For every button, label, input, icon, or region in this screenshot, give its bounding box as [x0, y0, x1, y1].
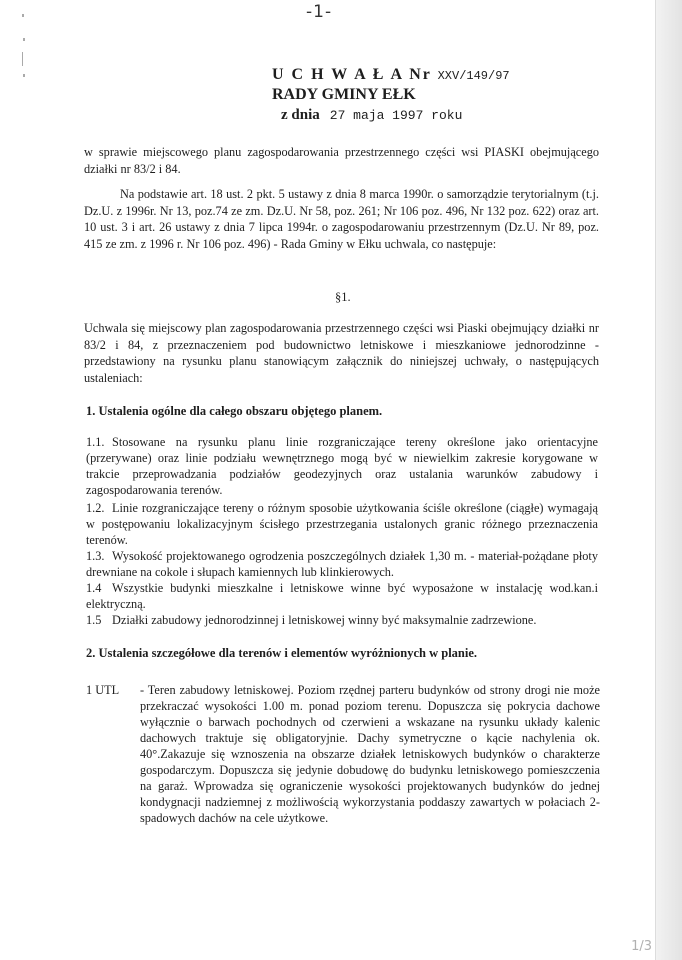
general-item — [86, 500, 598, 548]
general-item — [86, 612, 598, 628]
heading-general: 1. Ustalenia ogólne dla całego obszaru objętego planem. — [86, 404, 383, 418]
resolution-title — [272, 66, 510, 84]
section-1-text: Uchwala się miejscowy plan zagospodarowania przestrzennego części wsi Piaski obejmujący działki nr 83/2 i 84, z przeznaczeniem pod budownictwo letniskowe i mieszkaniowe jednorodzinne - przedstawiony na rysunku planu stanowiącym załącznik do niniejszej uchwały, o następujących ustaleniach: — [84, 321, 599, 385]
item-text: Stosowane na rysunku planu linie rozgraniczające tereny określone jako orientacyjne (przerywane) oraz linie podziału wewnętrznego mogą być w niewielkim zakresie korygowane w trakcie przeprowadzania podziałów geodezyjnych oraz ustalania warunków zabudowy i zagospodarowania terenów. — [86, 435, 598, 497]
section-1-label: §1. — [335, 290, 351, 304]
utl-text: - Teren zabudowy letniskowej. Poziom rzędnej parteru budynków od strony drogi nie może przekraczać wysokości 1.00 m. ponad poziom terenu. Dopuszcza się pokrycia dachowe wyłącznie o barwach pochodnych od czerwieni a wskazane na rysunku układy kalenic dachowych traktuje się obligatoryjnie. Dachy symetryczne o kącie nachylenia ok. 40°.Zakazuje się wznoszenia na obszarze działek letniskowych budynków o charakterze gospodarczym. Dopuszcza się jedynie dobudowę do budynku letniskowego pomieszczenia na garaż. Wprowadza się ograniczenie wysokości projektowanych budynków do jednej kondygnacji nadziemnej z możliwością wykorzystania poddaszy zawartych w połaciach 2-spadowych dachów na cele użytkowe. — [140, 683, 600, 825]
general-item — [86, 434, 598, 498]
item-number: 1.3. — [86, 549, 105, 563]
legal-basis-paragraph: Na podstawie art. 18 ust. 2 pkt. 5 ustawy z dnia 8 marca 1990r. o samorządzie terytorialnym (t.j. Dz.U. z 1996r. Nr 13, poz.74 ze zm. Dz.U. Nr 58, poz. 261; Nr 106 poz. 496, Nr 132 poz. 622) oraz art. 10 ust. 3 i art. 26 ustawy z dnia 7 lipca 1994r. o zagospodarowaniu przestrzennym (Dz.U. Nr 89, poz. 415 ze zm. z 1996 r. Nr 106 poz. 496) - Rada Gminy w Ełku uchwala, co następuje: — [84, 187, 599, 251]
council-name: RADY GMINY EŁK — [272, 86, 416, 103]
general-item — [86, 580, 598, 612]
item-text: Działki zabudowy jednorodzinnej i letniskowej winny być maksymalnie zadrzewione. — [112, 613, 537, 627]
resolution-date — [281, 107, 462, 124]
item-text: Linie rozgraniczające tereny o różnym sposobie użytkowania ściśle określone (ciągłe) wymagają w postępowaniu lokalizacyjnym ścisłego przestrzegania ustalonych granic różnego przeznaczenia terenów. — [86, 501, 598, 547]
utl-label: 1 UTL — [86, 683, 120, 697]
title-prefix: U C H W A Ł A Nr — [272, 66, 432, 83]
resolution-number: XXV/149/97 — [437, 69, 510, 83]
page-indicator: 1/3 — [631, 939, 652, 954]
heading-detailed: 2. Ustalenia szczegółowe dla terenów i elementów wyróżnionych w planie. — [86, 646, 478, 660]
subject-paragraph: w sprawie miejscowego planu zagospodarowania przestrzennego części wsi PIASKI obejmującego działki nr 83/2 i 84. — [84, 145, 599, 176]
item-number: 1.5 — [86, 613, 102, 627]
page-edge-shadow — [655, 0, 682, 960]
date-value: 27 maja 1997 roku — [329, 108, 463, 123]
item-text: Wysokość projektowanego ogrodzenia poszczególnych działek 1,30 m. - materiał-pożądane płoty drewniane na cokole i słupach kamiennych lub klinkierowych. — [86, 549, 598, 579]
page-marker: -1- — [306, 2, 333, 22]
item-number: 1.1. — [86, 435, 105, 449]
date-prefix: z dnia — [281, 107, 320, 123]
general-item — [86, 548, 598, 580]
item-text: Wszystkie budynki mieszkalne i letniskowe winne być wyposażone w instalację wod.kan.i elektryczną. — [86, 581, 598, 611]
margin-marks — [22, 14, 26, 84]
item-number: 1.4 — [86, 581, 102, 595]
item-number: 1.2. — [86, 501, 105, 515]
